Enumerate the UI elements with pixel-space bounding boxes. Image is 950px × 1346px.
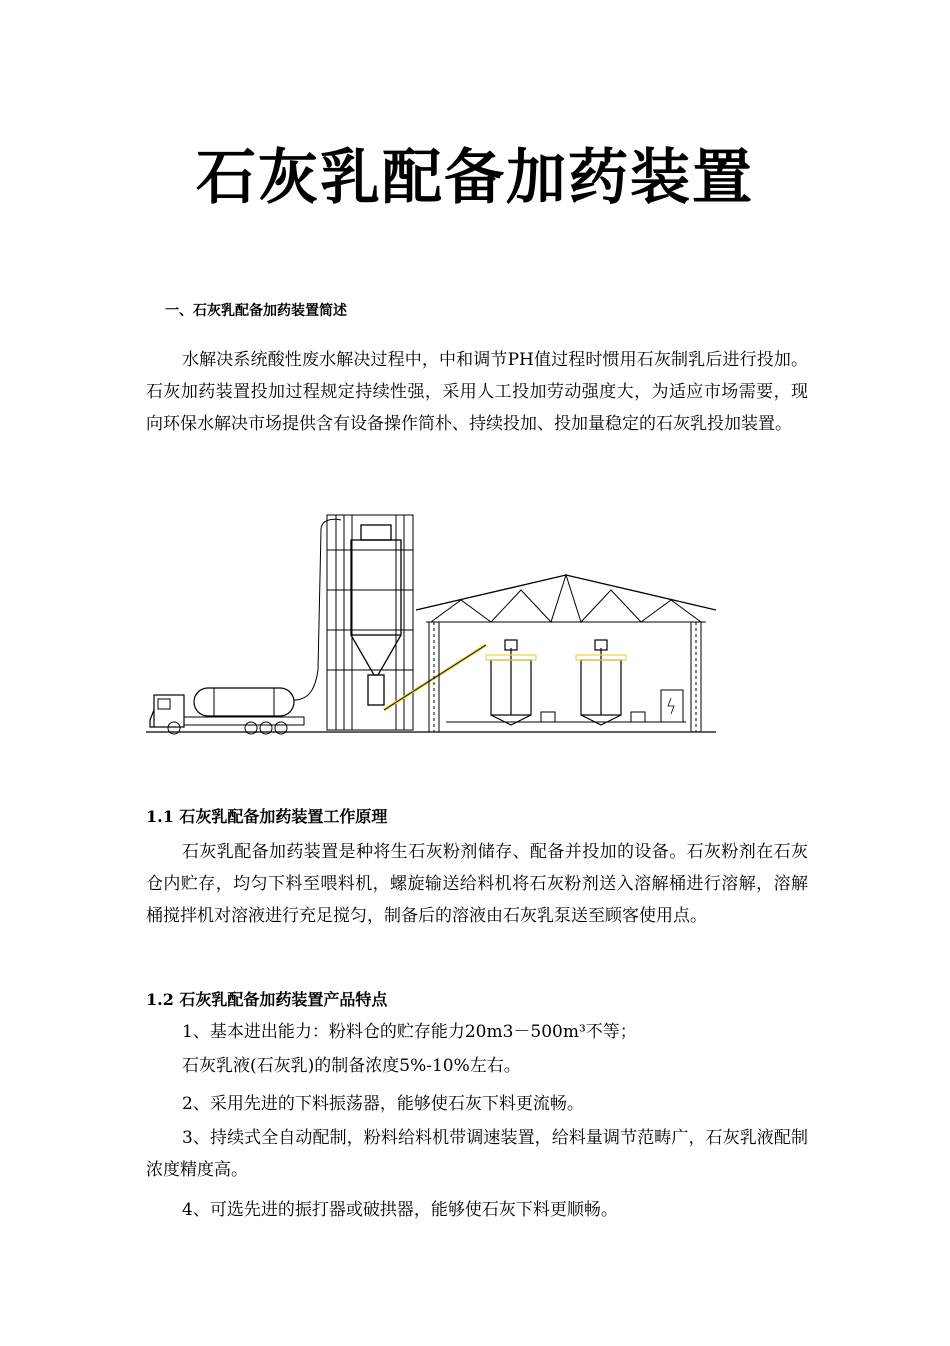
dissolving-tank-1 [486,640,536,725]
tanker-truck [150,519,341,734]
feature-item: 1、基本进出能力：粉料仓的贮存能力20m3－500m³不等； [182,1022,637,1042]
page-title: 石灰乳配备加药装置 [196,143,754,213]
equipment-diagram [146,510,716,745]
feature-item: 4、可选先进的振打器或破拱器，能够使石灰下料更顺畅。 [182,1200,618,1220]
section-heading-overview: 一、石灰乳配备加药装置简述 [165,303,347,319]
principle-paragraph: 石灰乳配备加药装置是种将生石灰粉剂储存、配备并投加的设备。石灰粉剂在石灰仓内贮存，均匀下料至喂料机，螺旋输送给料机将石灰粉剂送入溶解桶进行溶解，溶解桶搅拌机对溶液进行充足搅匀，制备后的溶液由石灰乳泵送至顾客使用点。 [146,842,808,926]
feature-item: 石灰乳液(石灰乳)的制备浓度5%-10%左右。 [182,1056,521,1076]
section-heading-features: 1.2 石灰乳配备加药装置产品特点 [146,990,388,1009]
feature-item: 2、采用先进的下料振荡器，能够使石灰下料更流畅。 [182,1094,584,1114]
dissolving-tank-2 [576,640,626,725]
lime-silo [351,525,401,705]
building [416,575,716,732]
section-heading-principle: 1.1 石灰乳配备加药装置工作原理 [146,807,388,826]
silo-tower [327,515,413,730]
feature-item: 3、持续式全自动配制，粉料给料机带调速装置，给料量调节范畴广，石灰乳液配制浓度精度高。 [146,1128,808,1180]
overview-paragraph: 水解决系统酸性废水解决过程中，中和调节PH值过程时惯用石灰制乳后进行投加。石灰加药装置投加过程规定持续性强，采用人工投加劳动强度大，为适应市场需要，现向环保水解决市场提供含有设备操作简朴、持续投加、投加量稳定的石灰乳投加装置。 [146,350,808,434]
